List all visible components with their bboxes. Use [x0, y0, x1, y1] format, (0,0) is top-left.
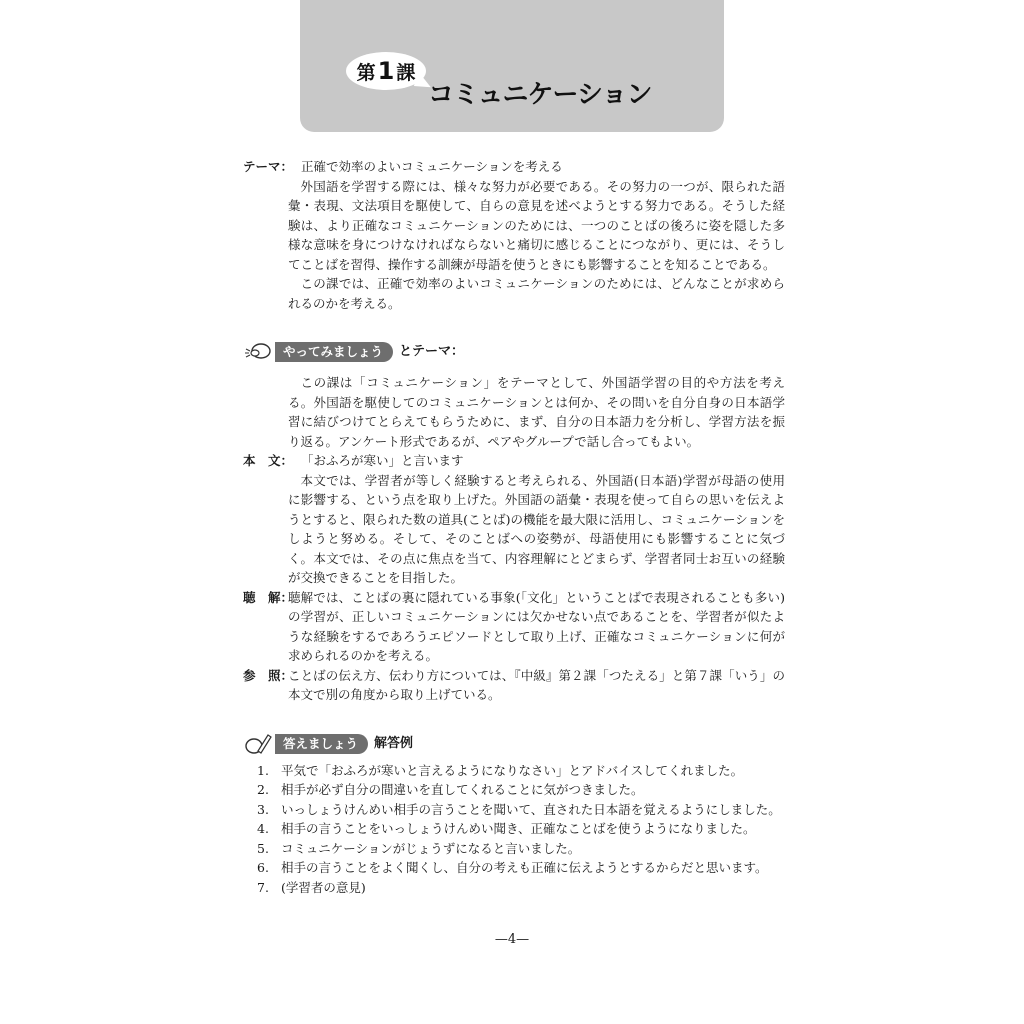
- honbun-label: 本 文：: [243, 453, 294, 468]
- lesson-prefix: 第: [356, 61, 376, 84]
- list-item: [257, 761, 788, 781]
- answer-number: 6.: [257, 860, 269, 875]
- answer-text: コミュニケーションがじょうずになると言いました。: [281, 840, 581, 856]
- answer-text: 相手が必ず自分の間違いを直してくれることに気がつきました。: [281, 782, 644, 797]
- speech-bubble-icon: [243, 341, 273, 363]
- lesson-suffix: 課: [396, 61, 416, 84]
- choukai-text: 聴解では、ことばの裏に隠れている事象(「文化」ということばで表現されることも多い)の学習が、正しいコミュニケーションには欠かせない点であることを、学習者が似たような経験をするであろうエピソードとして取り上げ、正確なコミュニケーションに何が求められるのかを考える。: [288, 589, 785, 663]
- yattemi-after: とテーマ：: [399, 344, 465, 360]
- page-content: [243, 157, 788, 897]
- theme-body: [288, 177, 785, 314]
- list-item: [257, 780, 788, 800]
- honbun-row: [243, 451, 788, 471]
- choukai-label: 聴 解：: [243, 589, 294, 605]
- list-item: [257, 800, 788, 820]
- answer-list: [257, 761, 788, 898]
- honbun-paragraph: 本文では、学習者が等しく経験すると考えられる、外国語(日本語)学習が母語の使用に影響する、という点を取り上げた。外国語の語彙・表現を使って自らの思いを伝えようとすると、限られた数の道具(ことば)の機能を最大限に活用し、コミュニケーションをしようと努める。そして、そのことばへの姿勢が、母語使用にも影響することに気づく。本文では、その点に焦点を当て、内容理解にとどまらず、学習者同士お互いの経験が交換できることを目指した。: [288, 472, 785, 585]
- sanshou-text: ことばの伝え方、伝わり方については、『中級』第２課「つたえる」と第７課「いう」の本文で別の角度から取り上げている。: [288, 667, 785, 702]
- yattemi-badge: やってみましょう: [275, 342, 393, 362]
- theme-row: [243, 157, 788, 177]
- yattemi-body: [288, 373, 785, 451]
- answer-number: 7.: [257, 879, 269, 895]
- honbun-heading: 「おふろが寒い」と言います: [301, 453, 464, 468]
- answer-number: 3.: [257, 801, 269, 817]
- answer-number: 5.: [257, 840, 269, 856]
- pencil-answer-icon: [243, 733, 273, 755]
- answer-text: 平気で「おふろが寒いと言えるようになりなさい」とアドバイスしてくれました。: [281, 762, 744, 778]
- sanshou-label: 参 照：: [243, 667, 294, 683]
- yattemi-paragraph: この課は「コミュニケーション」をテーマとして、外国語学習の目的や方法を考える。外国語を駆使してのコミュニケーションとは何か、その問いを自分自身の日本語学習に結びつけてとらえてもらうために、まず、自分の日本語力を分析し、学習方法を振り返る。アンケート形式であるが、ペアやグループで話し合ってもよい。: [288, 375, 785, 449]
- theme-heading: 正確で効率のよいコミュニケーションを考える: [301, 159, 563, 174]
- choukai-row: [243, 588, 788, 666]
- sanshou-row: [243, 666, 788, 705]
- yattemi-heading: [243, 341, 788, 363]
- theme-label: テーマ：: [243, 159, 294, 174]
- list-item: [257, 858, 788, 878]
- answer-number: 1.: [257, 762, 269, 778]
- answer-text: (学習者の意見): [281, 879, 366, 895]
- answer-number: 4.: [257, 821, 269, 836]
- lesson-number-bubble: [346, 52, 426, 90]
- theme-paragraph: 外国語を学習する際には、様々な努力が必要である。その努力の一つが、限られた語彙・表現、文法項目を駆使して、自らの意見を述べようとする努力である。そうした経験は、より正確なコミュニケーションのためには、一つのことばの後ろに姿を隠した多様な意味を身につけなければならないと痛切に感じることにつながり、更には、そうしてことばを習得、操作する訓練が母語を使うときにも影響することを知ることである。: [288, 178, 785, 272]
- answer-text: 相手の言うことをいっしょうけんめい聞き、正確なことばを使うようになりました。: [281, 821, 756, 836]
- answer-number: 2.: [257, 782, 269, 797]
- answer-text: いっしょうけんめい相手の言うことを聞いて、直された日本語を覚えるようにしました。: [281, 801, 781, 817]
- answer-text: 相手の言うことをよく聞くし、自分の考えも正確に伝えようとするからだと思います。: [281, 860, 768, 875]
- kotae-badge: 答えましょう: [275, 734, 368, 754]
- kotae-after: 解答例: [374, 735, 414, 751]
- kotae-heading: [243, 733, 788, 755]
- list-item: [257, 839, 788, 859]
- honbun-body: [288, 471, 785, 588]
- lesson-number: 1: [377, 57, 395, 85]
- page-number: —4—: [494, 932, 530, 947]
- list-item: [257, 878, 788, 898]
- theme-paragraph: この課では、正確で効率のよいコミュニケーションのためには、どんなことが求められるのかを考える。: [288, 276, 785, 311]
- list-item: [257, 819, 788, 839]
- lesson-title: コミュニケーション: [428, 80, 652, 110]
